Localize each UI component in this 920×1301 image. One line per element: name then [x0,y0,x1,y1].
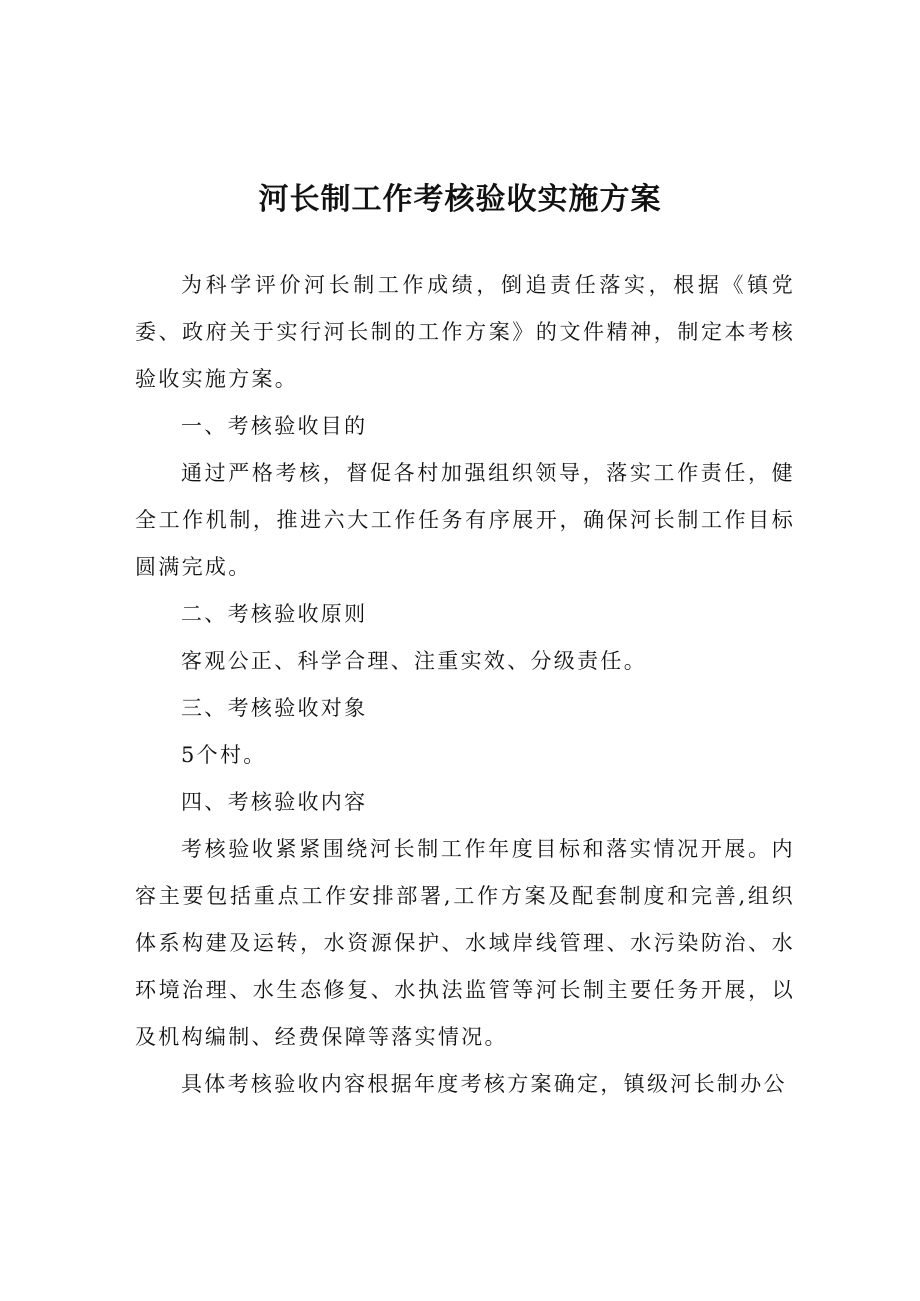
document-body [135,262,795,1108]
principles-paragraph: 客观公正、科学合理、注重实效、分级责任。 [181,649,647,673]
intro-paragraph: 为科学评价河长制工作成绩，倒追责任落实，根据《镇党委、政府关于实行河长制的工作方案》的文件精神，制定本考核验收实施方案。 [135,273,795,391]
specific-content-paragraph: 具体考核验收内容根据年度考核方案确定，镇级河长制办公 [181,1072,787,1096]
purpose-paragraph: 通过严格考核，督促各村加强组织领导，落实工作责任，健全工作机制，推进六大工作任务有序展开，确保河长制工作目标圆满完成。 [135,461,795,579]
content-paragraph: 考核验收紧紧围绕河长制工作年度目标和落实情况开展。内容主要包括重点工作安排部署,工作方案及配套制度和完善,组织体系构建及运转，水资源保护、水域岸线管理、水污染防治、水环境治理、水生态修复、水执法监管等河长制主要任务开展，以及机构编制、经费保障等落实情况。 [135,837,795,1049]
section-heading-principles: 二、考核验收原则 [181,602,368,626]
section-heading-content: 四、考核验收内容 [181,790,368,814]
section-heading-purpose: 一、考核验收目的 [181,414,368,438]
document-title: 河长制工作考核验收实施方案 [258,182,662,217]
targets-paragraph: 5个村。 [181,743,267,767]
section-heading-targets: 三、考核验收对象 [181,696,368,720]
